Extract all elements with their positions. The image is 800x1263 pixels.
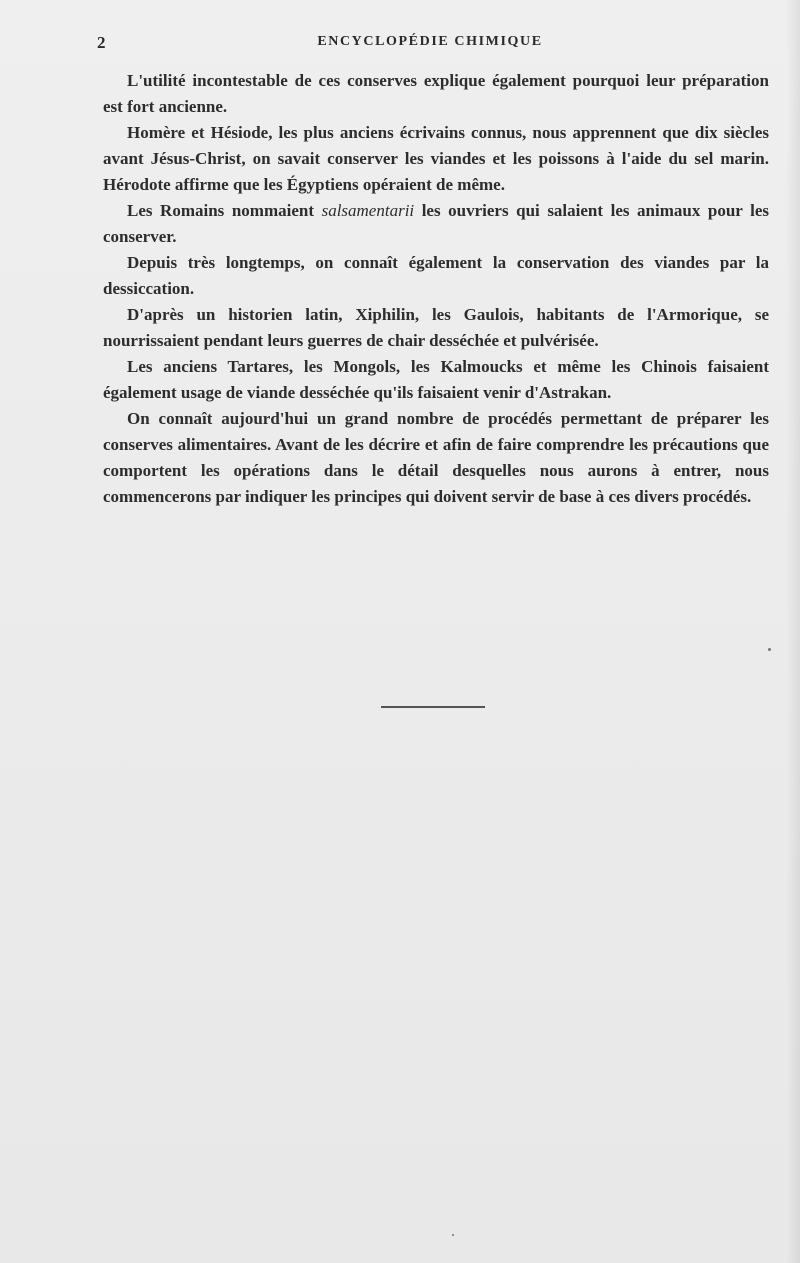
paragraph-7: On connaît aujourd'hui un grand nombre de procédés permettant de préparer les conserves alimentaires. Avant de les décrire et afin de faire comprendre les précautions que comportent les opérations dans le détail desquelles nous aurons à entrer, nous commencerons par indiquer les principes qui doivent servir de base à ces divers procédés.	[103, 409, 769, 506]
paragraph-3-before: Les Romains nommaient	[127, 201, 322, 220]
body-text	[103, 68, 769, 510]
paper-speck	[452, 1234, 454, 1236]
paragraph-3-italic-term: salsamentarii	[321, 201, 415, 220]
paragraph-4: Depuis très longtemps, on connaît également la conservation des viandes par la dessiccation.	[103, 253, 769, 298]
paragraph-6: Les anciens Tartares, les Mongols, les Kalmoucks et même les Chinois faisaient également usage de viande desséchée qu'ils faisaient venir d'Astrakan.	[103, 357, 769, 402]
paragraph-1: L'utilité incontestable de ces conserves explique également pourquoi leur préparation est fort ancienne.	[103, 71, 769, 116]
paragraph-2: Homère et Hésiode, les plus anciens écrivains connus, nous apprennent que dix siècles avant Jésus-Christ, on savait conserver les viandes et les poissons à l'aide du sel marin. Hérodote affirme que les Égyptiens opéraient de même.	[103, 123, 769, 194]
page-header	[95, 33, 765, 55]
paragraph-5: D'après un historien latin, Xiphilin, les Gaulois, habitants de l'Armorique, se nourrissaient pendant leurs guerres de chair desséchée et pulvérisée.	[103, 305, 769, 350]
paper-speck	[768, 648, 771, 651]
section-separator-rule	[381, 706, 485, 708]
paragraph-3	[103, 198, 769, 250]
page-number: 2	[97, 33, 106, 52]
paragraph-3-after: les ouvriers qui salaient les animaux pour les conserver.	[103, 201, 769, 246]
page-edge-shadow	[786, 0, 800, 1263]
running-title: ENCYCLOPÉDIE CHIMIQUE	[317, 34, 543, 49]
